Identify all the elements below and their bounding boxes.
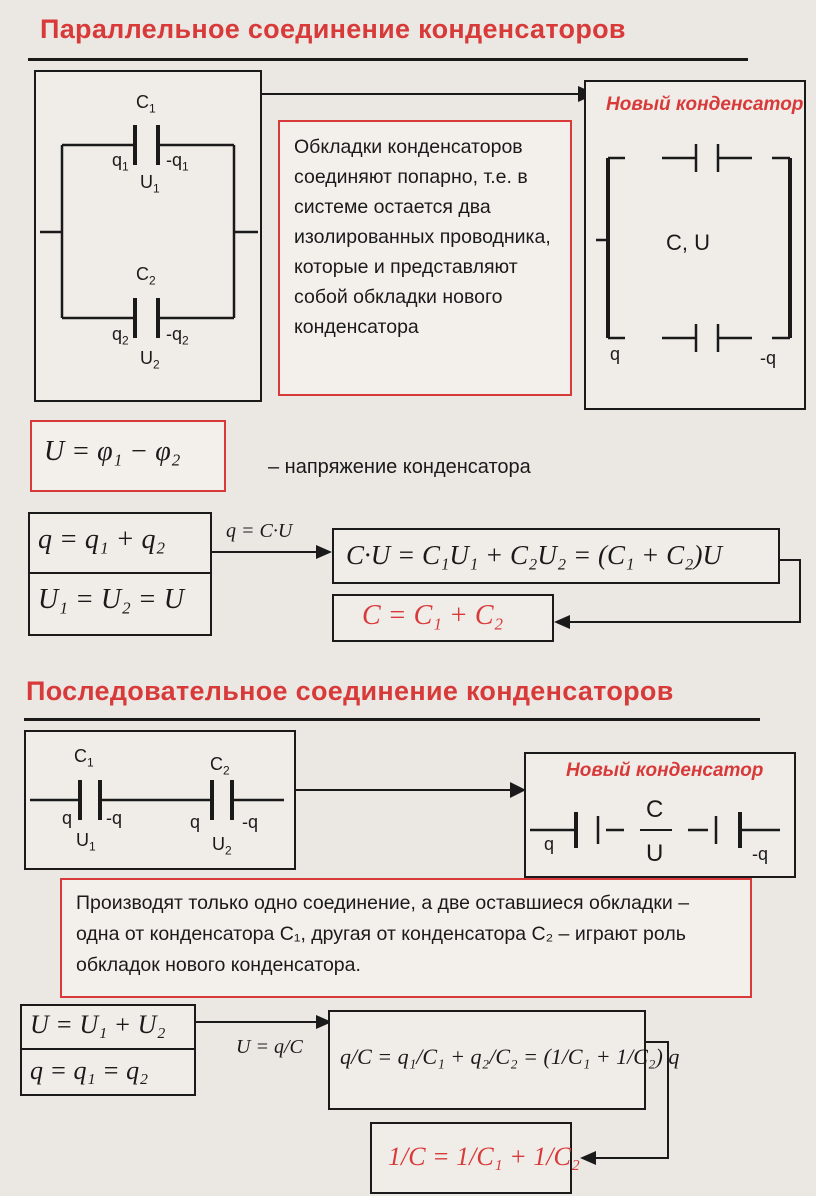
series-derivation-formula: q/C = q₁/C₁ + q₂/C₂ = (1/C₁ + 1/C₂) q [340,1044,680,1069]
series-q-a-label: q [62,808,73,828]
parallel-q2-label: $q_2$ [112,324,129,348]
series-note-text: Производят только одно соединение, а две оставшиеся обкладки – одна от конденсатора C₁, другая от конденсатора C₂ – играют роль обкладок нового конденсатора. [76,892,690,976]
parallel-c2-label: $C_2$ [136,264,156,288]
series-section-title: Последовательное соединение конденсаторов [26,676,674,706]
series-c2-label: $C_2$ [210,754,230,778]
series-c1-label: $C_1$ [74,746,94,770]
parallel-result-formula: C = C₁ + C₂ [362,600,504,631]
parallel-u2-label: $U_2$ [140,348,160,372]
series-new-u-label: U [646,840,664,867]
voltage-caption: – напряжение конденсатора [268,456,531,478]
parallel-new-nq-label: -q [760,348,777,368]
parallel-section-title: Параллельное соединение конденсаторов [40,14,626,44]
parallel-new-q-label: q [610,344,621,364]
voltage-formula: U = φ₁ − φ₂ [44,436,181,467]
charge-sum-formula: q = q₁ + q₂ [38,524,166,555]
parallel-new-capacitor-label: C, U [666,230,710,255]
series-new-nq-label: -q [752,844,769,864]
series-u2-label: $U_2$ [212,834,232,858]
parallel-q1-label: $q_1$ [112,150,129,174]
parallel-new-capacitor-title: Новый конденсатор [606,94,804,115]
series-nq-b-label: -q [242,812,259,832]
voltage-sum-formula: U = U₁ + U₂ [30,1010,166,1039]
series-result-formula: 1/C = 1/C₁ + 1/C₂ [388,1142,580,1171]
parallel-nq2-label: $-q_2$ [166,324,189,348]
series-new-q-label: q [544,834,555,854]
charge-equal-formula: q = q₁ = q₂ [30,1056,149,1085]
parallel-nq1-label: $-q_1$ [166,150,189,174]
parallel-u1-label: $U_1$ [140,172,160,196]
series-new-capacitor-title: Новый конденсатор [566,760,764,781]
parallel-arrow-label: q = C·U [226,520,293,542]
parallel-note-text: Обкладки конденсаторов соединяют попарно, т.е. в системе остается два изолированных проводника, которые и представляют собой обкладки нового конденсатора [294,136,551,338]
series-arrow-label: U = q/C [236,1036,303,1058]
series-nq-a-label: -q [106,808,123,828]
series-new-c-label: C [646,796,664,823]
parallel-c1-label: $C_1$ [136,92,156,116]
series-q-b-label: q [190,812,201,832]
voltage-equal-formula: U₁ = U₂ = U [38,584,184,615]
series-u1-label: $U_1$ [76,830,96,854]
parallel-derivation-formula: C·U = C₁U₁ + C₂U₂ = (C₁ + C₂)U [346,540,722,570]
